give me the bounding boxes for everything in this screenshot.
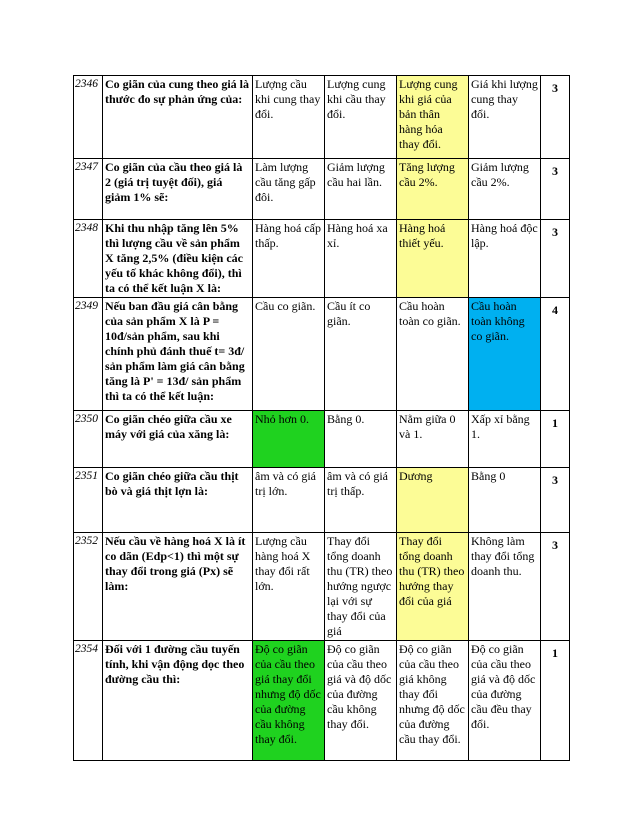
question-number: 2354 — [74, 641, 103, 761]
answer-option-1: Cầu co giãn. — [253, 298, 325, 411]
question-number: 2351 — [74, 468, 103, 533]
question-text: Đối với 1 đường cầu tuyến tính, khi vận động dọc theo đường cầu thì: — [103, 641, 253, 761]
question-row — [74, 159, 570, 220]
answer-option-2: Độ co giãn của cầu theo giá và độ dốc của đường cầu không thay đổi. — [325, 641, 397, 761]
question-number: 2350 — [74, 411, 103, 468]
answer-option-1: Hàng hoá cấp thấp. — [253, 220, 325, 298]
question-row — [74, 533, 570, 641]
answer-option-4: Hàng hoá độc lập. — [469, 220, 541, 298]
answer-option-1: Lượng cầu hàng hoá X thay đổi rất lớn. — [253, 533, 325, 641]
answer-option-1: Làm lượng cầu tăng gấp đôi. — [253, 159, 325, 220]
question-text: Nếu cầu về hàng hoá X là ít co dãn (Edp<1) thì một sự thay đổi trong giá (Px) sẽ làm: — [103, 533, 253, 641]
correct-answer-option: Hàng hoá thiết yếu. — [397, 220, 469, 298]
question-number: 2346 — [74, 76, 103, 159]
answer-option-2: Bằng 0. — [325, 411, 397, 468]
question-number: 2349 — [74, 298, 103, 411]
answer-option-2: Thay đổi tổng doanh thu (TR) theo hướng ngược lại với sự thay đổi của giá — [325, 533, 397, 641]
answer-option-4: Xấp xỉ bằng 1. — [469, 411, 541, 468]
correct-answer-option: Thay đổi tổng doanh thu (TR) theo hướng thay đổi của giá — [397, 533, 469, 641]
correct-answer-option: Cầu hoàn toàn không co giãn. — [469, 298, 541, 411]
answer-key: 3 — [541, 159, 570, 220]
question-number: 2347 — [74, 159, 103, 220]
question-row — [74, 76, 570, 159]
question-row — [74, 220, 570, 298]
question-text: Co giãn của cầu theo giá là 2 (giá trị tuyệt đối), giá giảm 1% sẽ: — [103, 159, 253, 220]
question-text: Co giãn chéo giữa cầu xe máy với giá của xăng là: — [103, 411, 253, 468]
answer-option-1: âm và có giá trị lớn. — [253, 468, 325, 533]
answer-key: 3 — [541, 533, 570, 641]
question-row — [74, 298, 570, 411]
answer-key: 3 — [541, 76, 570, 159]
answer-option-2: Giảm lượng cầu hai lần. — [325, 159, 397, 220]
answer-option-4: Bằng 0 — [469, 468, 541, 533]
question-row — [74, 411, 570, 468]
answer-key: 1 — [541, 411, 570, 468]
correct-answer-option: Tăng lượng cầu 2%. — [397, 159, 469, 220]
question-text: Nếu ban đầu giá cân bằng của sản phẩm X là P = 10đ/sản phẩm, sau khi chính phủ đánh thuế t= 3đ/ sản phẩm làm giá cân bằng tăng là P' = 13đ/ sản phẩm thì ta có thể kết luận: — [103, 298, 253, 411]
question-row — [74, 641, 570, 761]
answer-key: 3 — [541, 468, 570, 533]
answer-option-1: Lượng cầu khi cung thay đổi. — [253, 76, 325, 159]
answer-option-2: Cầu ít co giãn. — [325, 298, 397, 411]
answer-option-2: Hàng hoá xa xỉ. — [325, 220, 397, 298]
question-text: Co giãn chéo giữa cầu thịt bò và giá thịt lợn là: — [103, 468, 253, 533]
answer-option-4: Giá khi lượng cung thay đổi. — [469, 76, 541, 159]
question-row — [74, 468, 570, 533]
correct-answer-option: Dương — [397, 468, 469, 533]
answer-option-4: Giảm lượng cầu 2%. — [469, 159, 541, 220]
answer-key: 3 — [541, 220, 570, 298]
question-number: 2348 — [74, 220, 103, 298]
correct-answer-option: Nhỏ hơn 0. — [253, 411, 325, 468]
answer-option-3: Độ co giãn của cầu theo giá không thay đổi nhưng độ dốc của đường cầu thay đổi. — [397, 641, 469, 761]
correct-answer-option: Độ co giãn của cầu theo giá thay đổi nhưng độ dốc của đường cầu không thay đổi. — [253, 641, 325, 761]
question-text: Khi thu nhập tăng lên 5% thì lượng cầu về sản phẩm X tăng 2,5% (điều kiện các yếu tố khác không đổi), thì ta có thể kết luận X là: — [103, 220, 253, 298]
answer-key: 4 — [541, 298, 570, 411]
answer-option-2: âm và có giá trị thấp. — [325, 468, 397, 533]
answer-option-3: Cầu hoàn toàn co giãn. — [397, 298, 469, 411]
question-text: Co giãn của cung theo giá là thước đo sự phản ứng của: — [103, 76, 253, 159]
answer-option-4: Độ co giãn của cầu theo giá và độ dốc của đường cầu đều thay đổi. — [469, 641, 541, 761]
correct-answer-option: Lượng cung khi giá của bản thân hàng hóa thay đổi. — [397, 76, 469, 159]
answer-option-4: Không làm thay đổi tổng doanh thu. — [469, 533, 541, 641]
quiz-table — [73, 75, 570, 761]
answer-key: 1 — [541, 641, 570, 761]
question-number: 2352 — [74, 533, 103, 641]
answer-option-2: Lượng cung khi cầu thay đổi. — [325, 76, 397, 159]
answer-option-3: Nằm giữa 0 và 1. — [397, 411, 469, 468]
